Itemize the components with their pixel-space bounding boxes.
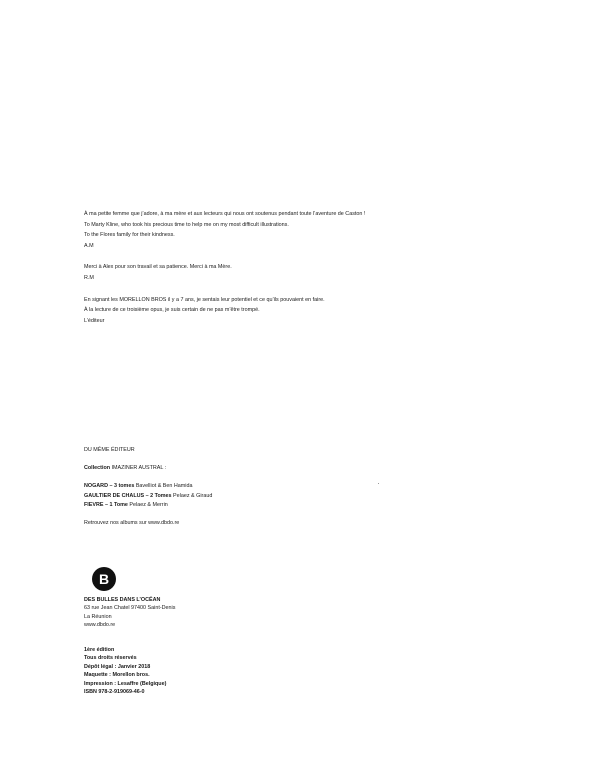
collection-name: IMAZINER AUSTRAL :: [110, 465, 167, 472]
dedication-line: To Marty Kline, who took his precious time to help me on my most difficult illustrations.: [84, 221, 289, 228]
editor-signature: L’éditeur: [84, 317, 105, 324]
same-editor-section: [84, 446, 524, 528]
publisher-name: DES BULLES DANS L’OCÉAN: [84, 597, 161, 603]
collection-line: [84, 464, 524, 473]
printer-line: Impression : Lesaffre (Belgique): [84, 680, 167, 687]
dedication-signature: A.M: [84, 242, 94, 249]
editor-note-line: À la lecture de ce troisième opus, je suis certain de ne pas m’être trompé.: [84, 307, 260, 314]
collection-label: Collection: [84, 465, 111, 472]
dedication-line: À ma petite femme que j’adore, à ma mère et aux lecteurs qui nous ont soutenus pendant toute l’aventure de Caston !: [84, 211, 366, 217]
dedication-line: To the Flores family for their kindness.: [84, 232, 175, 239]
book-title: GAULTIER DE CHALUS – 2 Tomes: [84, 492, 172, 499]
layout-credit-line: Maquette : Morellon bros.: [84, 672, 150, 679]
book-authors: Pelaez & Merrin: [127, 501, 168, 508]
publisher-logo: [92, 567, 116, 591]
logo-letter: B: [98, 571, 110, 587]
book-authors: Bavelliot & Ben Hamida: [134, 483, 193, 490]
dedication-line: Merci à Alex pour son travail et sa patience. Merci à ma Mère.: [84, 264, 232, 271]
publisher-region: La Réunion: [84, 613, 112, 620]
legal-colophon: [84, 646, 524, 696]
editor-note-line: En signant les MORELLON BROS il y a 7 ans, je sentais leur potentiel et ce qu’ils pouvaient en faire.: [84, 296, 325, 303]
print-speck: [378, 483, 379, 484]
book-title: NOGARD – 3 tomes: [84, 483, 135, 490]
dedication-signature: R.M: [84, 274, 94, 281]
edition-line: 1ère édition: [84, 647, 115, 653]
legal-deposit-line: Dépôt légal : Janvier 2018: [84, 663, 151, 670]
publisher-address: [84, 596, 524, 630]
book-entry: [84, 492, 524, 501]
website-line: Retrouvez nos albums sur www.dbdo.re: [84, 519, 180, 526]
book-entry: [84, 501, 524, 510]
rights-line: Tous droits réservés: [84, 655, 137, 662]
publisher-website: www.dbdo.re: [84, 622, 116, 629]
book-title: FIEVRE – 1 Tome: [84, 501, 128, 508]
dedications-section: [84, 210, 524, 327]
section-heading: DU MÊME ÉDITEUR: [84, 447, 135, 453]
isbn-line: ISBN 978-2-919069-46-0: [84, 688, 145, 695]
publisher-street: 63 rue Jean Chatel 97400 Saint-Denis: [84, 605, 176, 612]
book-authors: Pelaez & Giraud: [171, 492, 213, 499]
book-entry: [84, 482, 524, 491]
